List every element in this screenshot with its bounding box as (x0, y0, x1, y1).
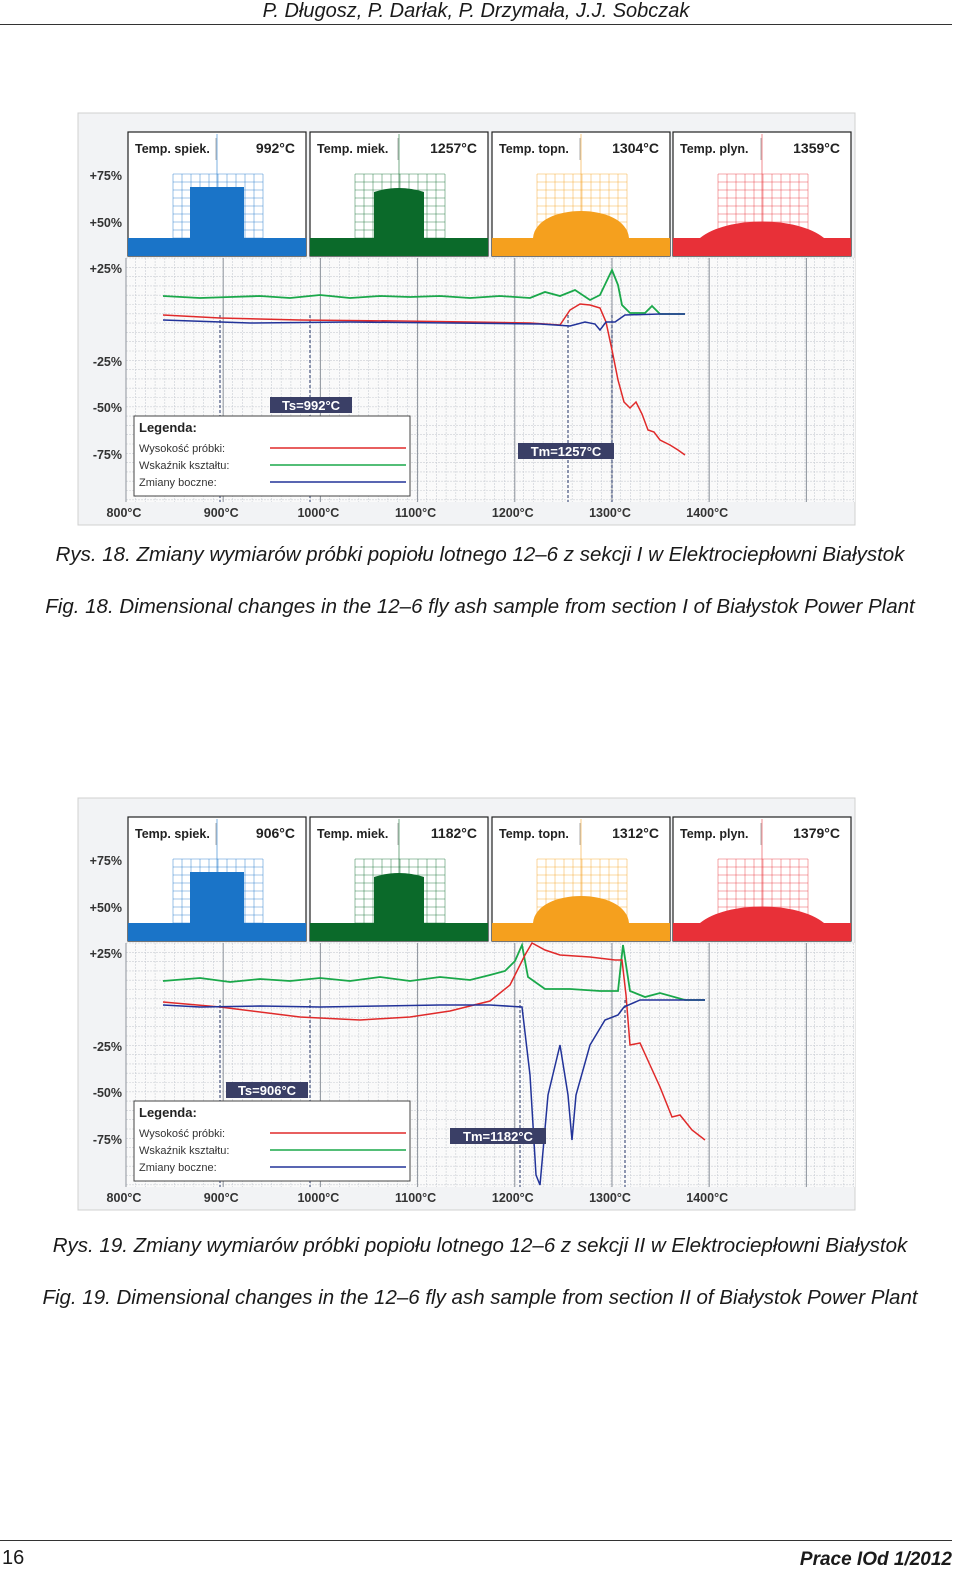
panel-label: Temp. plyn. (680, 142, 749, 156)
figure-19-chart (0, 795, 960, 1215)
panel-label: Temp. spiek. (135, 827, 210, 841)
panel-label: Temp. topn. (499, 827, 569, 841)
sample-base (128, 923, 306, 941)
y-tick-label: -75% (92, 1133, 122, 1147)
panel-value: 1379°C (793, 825, 840, 841)
y-tick-label: -50% (92, 401, 122, 415)
page-header (0, 0, 952, 25)
x-tick-label: 900°C (203, 1191, 239, 1205)
x-tick-label: 900°C (203, 506, 239, 520)
legend-label: Wysokość próbki: (139, 1128, 226, 1140)
sample-shape (190, 187, 244, 238)
panel-label: Temp. miek. (317, 142, 389, 156)
legend-label: Zmiany boczne: (139, 477, 217, 489)
y-tick-label: -25% (92, 355, 122, 369)
x-tick-label: 1400°C (686, 506, 729, 520)
y-tick-label: -25% (92, 1040, 122, 1054)
panel-value: 1257°C (430, 140, 477, 156)
x-tick-label: 1400°C (686, 1191, 729, 1205)
x-tick-label: 1300°C (589, 1191, 631, 1205)
legend-title: Legenda: (139, 1105, 197, 1120)
sample-shape (374, 188, 424, 238)
figure-18 (0, 110, 960, 530)
page-footer (0, 1540, 952, 1575)
figure-18-caption-en: Fig. 18. Dimensional changes in the 12–6 fly ash sample from section I of Białystok Power Plant (45, 595, 915, 618)
sample-base (492, 238, 670, 256)
panel-1 (128, 132, 306, 256)
page-number: 16 (2, 1547, 25, 1569)
figure-19-caption-pl: Rys. 19. Zmiany wymiarów próbki popiołu lotnego 12–6 z sekcji II w Elektrociepłowni Białystok (52, 1234, 908, 1257)
panel-label: Temp. plyn. (680, 827, 749, 841)
panel-value: 992°C (255, 140, 295, 156)
legend-title: Legenda: (139, 420, 197, 435)
y-tick-label: +25% (89, 947, 122, 961)
sample-base (128, 238, 306, 256)
x-tick-label: 1100°C (395, 506, 437, 520)
figure-18-caption-pl: Rys. 18. Zmiany wymiarów próbki popiołu lotnego 12–6 z sekcji I w Elektrociepłowni Białystok (55, 543, 905, 566)
legend (134, 1101, 410, 1181)
panel-value: 1182°C (430, 825, 477, 841)
panel-2 (310, 817, 488, 941)
panel-3 (492, 132, 670, 256)
legend-label: Wskaźnik kształtu: (139, 1145, 230, 1157)
panel-4 (673, 817, 851, 941)
sample-shape (374, 873, 424, 923)
sample-shape (190, 872, 244, 923)
panel-1 (128, 817, 306, 941)
panel-2 (310, 132, 488, 256)
ts-label: Ts=906°C (237, 1083, 297, 1098)
tm-label: Tm=1257°C (530, 444, 602, 459)
legend-label: Zmiany boczne: (139, 1162, 217, 1174)
x-tick-label: 1100°C (395, 1191, 437, 1205)
sample-base (673, 238, 851, 256)
x-tick-label: 800°C (106, 506, 142, 520)
y-tick-label: +50% (89, 901, 122, 915)
y-tick-label: +25% (89, 262, 122, 276)
legend-label: Wysokość próbki: (139, 443, 226, 455)
figure-18-chart (0, 110, 960, 530)
ts-label: Ts=992°C (281, 398, 341, 413)
journal-name: Prace IOd 1/2012 (799, 1549, 952, 1570)
x-tick-label: 1000°C (297, 1191, 340, 1205)
tm-label: Tm=1182°C (463, 1129, 533, 1144)
y-tick-label: +50% (89, 216, 122, 230)
sample-base (310, 923, 488, 941)
legend (134, 416, 410, 496)
panel-4 (673, 132, 851, 256)
panel-value: 1359°C (793, 140, 840, 156)
figure-19 (0, 795, 960, 1215)
panel-value: 1304°C (612, 140, 659, 156)
x-tick-label: 1300°C (589, 506, 631, 520)
panel-3 (492, 817, 670, 941)
authors-line: P. Długosz, P. Darłak, P. Drzymała, J.J. Sobczak (262, 0, 690, 22)
figure-19-caption-en: Fig. 19. Dimensional changes in the 12–6 fly ash sample from section II of Białystok Power Plant (42, 1286, 918, 1309)
panel-label: Temp. miek. (317, 827, 389, 841)
x-tick-label: 800°C (106, 1191, 142, 1205)
panel-value: 1312°C (612, 825, 659, 841)
panel-label: Temp. spiek. (135, 142, 210, 156)
panel-value: 906°C (255, 825, 295, 841)
sample-base (310, 238, 488, 256)
legend-label: Wskaźnik kształtu: (139, 460, 230, 472)
sample-base (492, 923, 670, 941)
sample-base (673, 923, 851, 941)
y-tick-label: -75% (92, 448, 122, 462)
y-tick-label: -50% (92, 1086, 122, 1100)
y-tick-label: +75% (89, 169, 122, 183)
y-tick-label: +75% (89, 854, 122, 868)
panel-label: Temp. topn. (499, 142, 569, 156)
x-tick-label: 1200°C (491, 506, 534, 520)
x-tick-label: 1200°C (491, 1191, 534, 1205)
x-tick-label: 1000°C (297, 506, 340, 520)
